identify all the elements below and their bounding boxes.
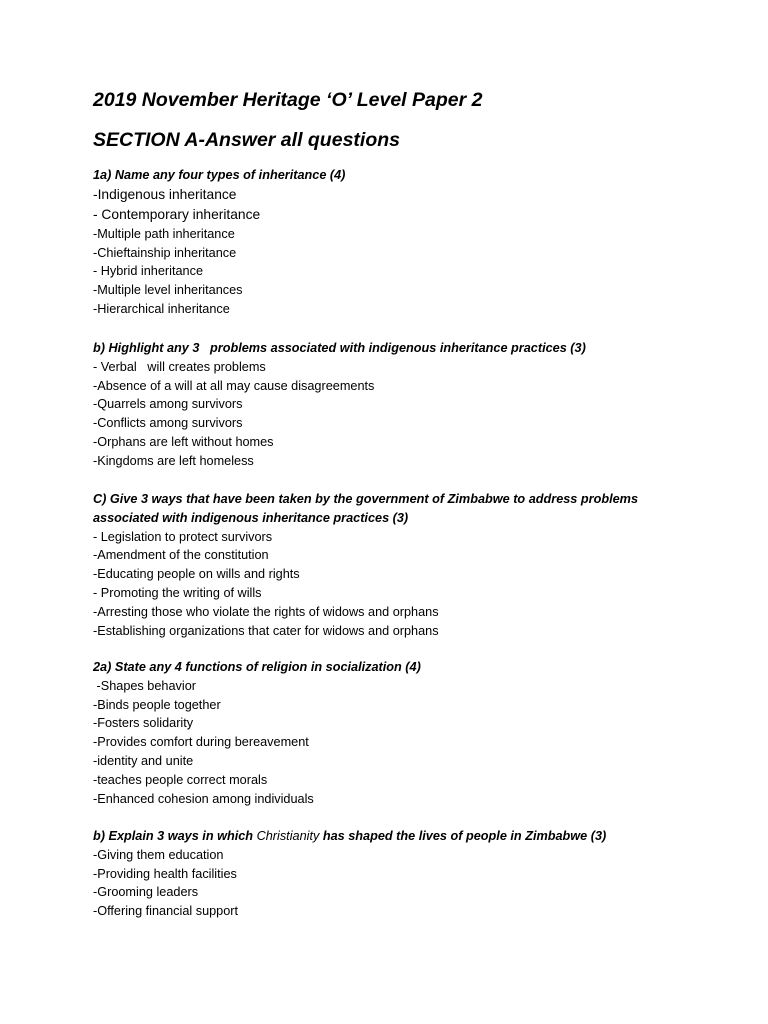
answer-item: -Absence of a will at all may cause disagreements <box>93 378 375 393</box>
answer-item: - Legislation to protect survivors <box>93 529 273 544</box>
answer-item: -identity and unite <box>93 753 194 768</box>
question-1c <box>93 490 653 640</box>
answer-item: -Indigenous inheritance <box>93 186 237 202</box>
answer-item: -Amendment of the constitution <box>93 548 269 563</box>
question-prompt: 2a) State any 4 functions of religion in socialization (4) <box>93 660 421 674</box>
question-prompt-before: b) Explain 3 ways in which <box>93 829 257 843</box>
answer-item: -Chieftainship inheritance <box>93 245 237 260</box>
question-2a <box>93 658 693 808</box>
answer-item: - Contemporary inheritance <box>93 206 261 222</box>
answer-item: - Verbal will creates problems <box>93 359 266 374</box>
question-prompt: b) Highlight any 3 problems associated with indigenous inheritance practices (3) <box>93 341 586 355</box>
answer-item: -Arresting those who violate the rights of widows and orphans <box>93 604 439 619</box>
answer-item: -Shapes behavior <box>93 678 196 693</box>
answer-item: -Providing health facilities <box>93 866 237 881</box>
section-heading: SECTION A-Answer all questions <box>93 129 400 151</box>
question-prompt-after: has shaped the lives of people in Zimbabwe (3) <box>319 829 607 843</box>
answer-item: - Promoting the writing of wills <box>93 585 262 600</box>
question-prompt-plain: Christianity <box>256 829 320 843</box>
answer-item: -teaches people correct morals <box>93 772 268 787</box>
answer-item: -Hierarchical inheritance <box>93 301 230 316</box>
answer-item: - Hybrid inheritance <box>93 264 204 279</box>
answer-item: -Multiple level inheritances <box>93 283 243 298</box>
answer-list <box>93 185 693 319</box>
question-1b <box>93 339 693 471</box>
answer-list <box>93 358 693 471</box>
answer-item: -Orphans are left without homes <box>93 434 274 449</box>
answer-item: -Quarrels among survivors <box>93 397 243 412</box>
answer-list <box>93 528 653 641</box>
question-1a <box>93 166 693 319</box>
answer-list <box>93 846 693 921</box>
question-2b <box>93 827 693 921</box>
answer-item: -Giving them education <box>93 847 224 862</box>
answer-item: -Educating people on wills and rights <box>93 567 300 582</box>
answer-item: -Kingdoms are left homeless <box>93 453 254 468</box>
answer-item: -Conflicts among survivors <box>93 416 243 431</box>
answer-list <box>93 677 693 809</box>
answer-item: -Offering financial support <box>93 904 239 919</box>
answer-item: -Binds people together <box>93 697 221 712</box>
answer-item: -Enhanced cohesion among individuals <box>93 791 314 806</box>
document-title: 2019 November Heritage ‘O’ Level Paper 2 <box>93 89 483 111</box>
answer-item: -Establishing organizations that cater for widows and orphans <box>93 623 439 638</box>
question-prompt: 1a) Name any four types of inheritance (4) <box>93 168 346 182</box>
answer-item: -Fosters solidarity <box>93 716 194 731</box>
question-prompt <box>93 827 693 846</box>
answer-item: -Provides comfort during bereavement <box>93 735 309 750</box>
answer-item: -Grooming leaders <box>93 885 199 900</box>
answer-item: -Multiple path inheritance <box>93 226 235 241</box>
question-prompt: C) Give 3 ways that have been taken by the government of Zimbabwe to address problems associated with indigenous inheritance practices (3) <box>93 492 638 525</box>
